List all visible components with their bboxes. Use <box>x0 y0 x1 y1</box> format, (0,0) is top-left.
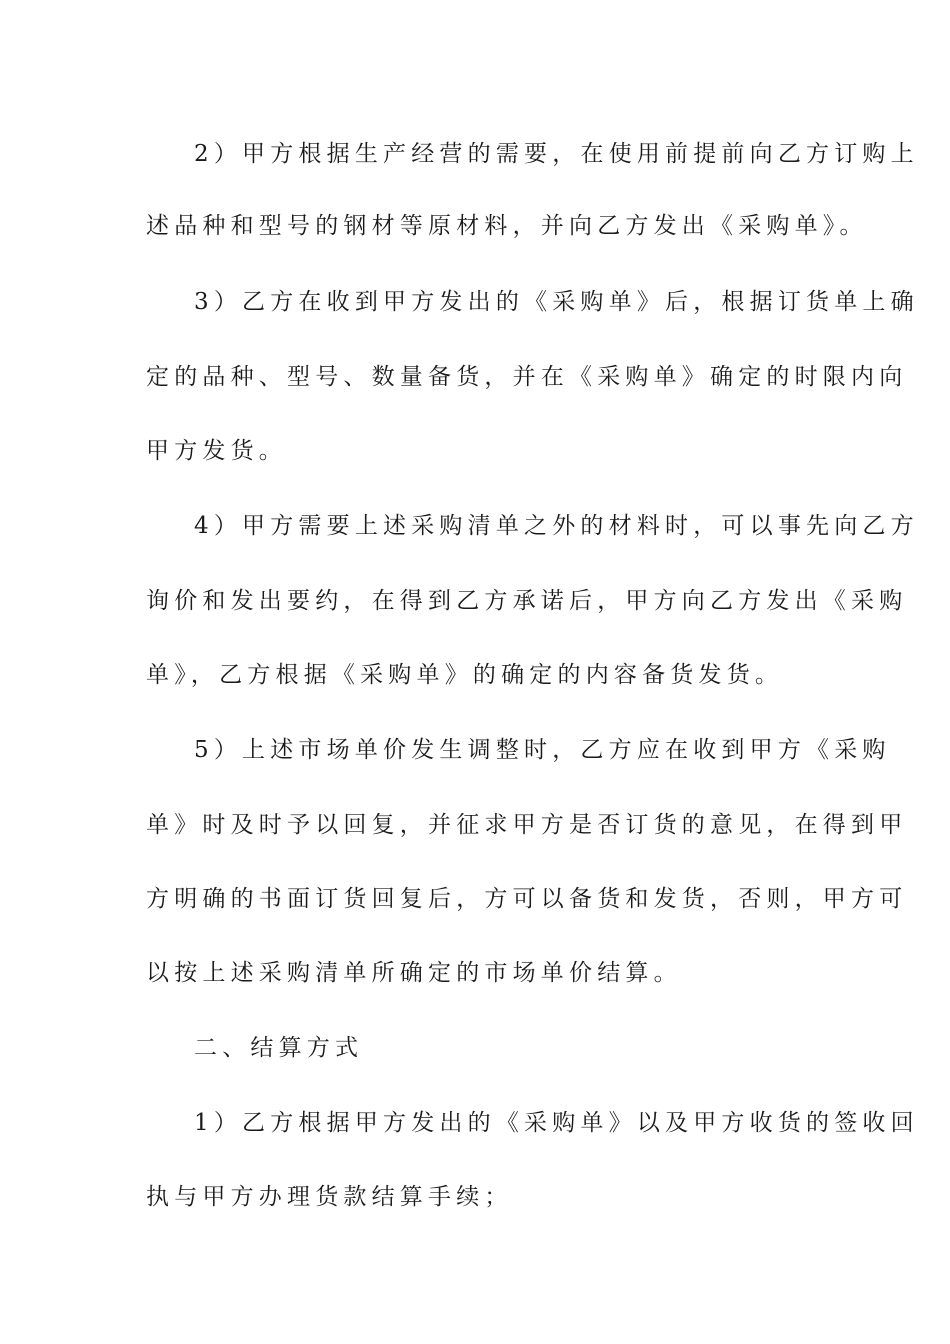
paragraph-4-line-1: 4）甲方需要上述采购清单之外的材料时，可以事先向乙方 <box>194 513 919 539</box>
paragraph-5-line-1: 5）上述市场单价发生调整时，乙方应在收到甲方《采购 <box>194 737 891 763</box>
paragraph-2-line-2: 述品种和型号的钢材等原材料，并向乙方发出《采购单》。 <box>146 213 868 239</box>
paragraph-3-line-3: 甲方发货。 <box>146 438 287 464</box>
settlement-paragraph-1-line-1: 1）乙方根据甲方发出的《采购单》以及甲方收货的签收回 <box>194 1110 919 1136</box>
paragraph-4-line-2: 询价和发出要约，在得到乙方承诺后，甲方向乙方发出《采购 <box>146 588 908 614</box>
paragraph-3-line-2: 定的品种、型号、数量备货，并在《采购单》确定的时限内向 <box>146 364 908 390</box>
paragraph-5-line-2: 单》时及时予以回复，并征求甲方是否订货的意见，在得到甲 <box>146 812 908 838</box>
settlement-paragraph-1-line-2: 执与甲方办理货款结算手续； <box>146 1184 513 1210</box>
section-heading-settlement: 二、结算方式 <box>194 1035 364 1061</box>
paragraph-3-line-1: 3）乙方在收到甲方发出的《采购单》后，根据订货单上确 <box>194 289 919 315</box>
paragraph-5-line-3: 方明确的书面订货回复后，方可以备货和发货，否则，甲方可 <box>146 886 908 912</box>
paragraph-5-line-4: 以按上述采购清单所确定的市场单价结算。 <box>146 960 682 986</box>
paragraph-4-line-3: 单》，乙方根据《采购单》的确定的内容备货发货。 <box>146 662 784 688</box>
paragraph-2-line-1: 2）甲方根据生产经营的需要，在使用前提前向乙方订购上 <box>194 141 919 167</box>
